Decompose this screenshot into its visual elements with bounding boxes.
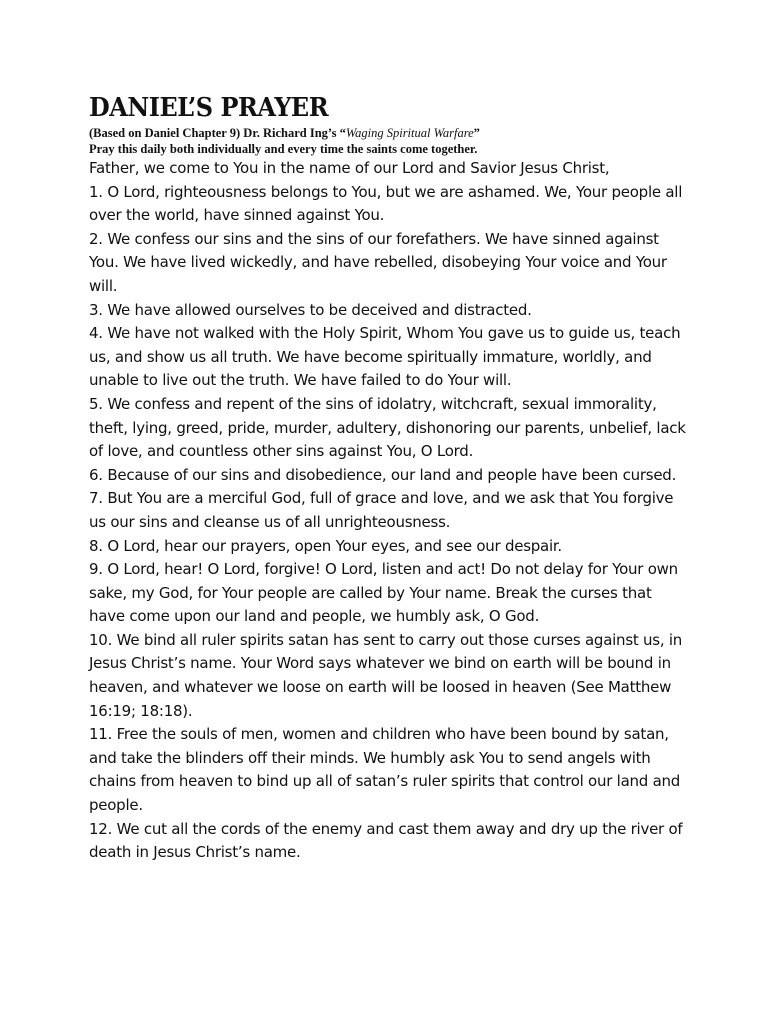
prayer-point-12: 12. We cut all the cords of the enemy and cast them away and dry up the river of death in Jesus Christ’s name. [89, 819, 683, 862]
prayer-point-2: 2. We confess our sins and the sins of our forefathers. We have sinned against You. We have lived wickedly, and have rebelled, disobeying Your voice and Your will. [89, 229, 667, 295]
prayer-point-8: 8. O Lord, hear our prayers, open Your eyes, and see our despair. [89, 536, 562, 555]
document-title: DANIEL’S PRAYER [89, 93, 329, 123]
prayer-point-6: 6. Because of our sins and disobedience, our land and people have been cursed. [89, 465, 677, 484]
prayer-point-9: 9. O Lord, hear! O Lord, forgive! O Lord, listen and act! Do not delay for Your own sake, my God, for Your people are called by Your name. Break the curses that have come upon our land and people, we humbly ask, O God. [89, 560, 678, 626]
prayer-point-4: 4. We have not walked with the Holy Spirit, Whom You gave us to guide us, teach us, and show us all truth. We have become spiritually immature, worldly, and unable to live out the truth. We have failed to do Your will. [89, 324, 681, 390]
prayer-point-7: 7. But You are a merciful God, full of grace and love, and we ask that You forgive us our sins and cleanse us of all unrighteousness. [89, 489, 674, 531]
subtitle-suffix: ” [473, 126, 480, 140]
prayer-body [89, 157, 689, 865]
prayer-point-1: 1. O Lord, righteousness belongs to You, but we are ashamed. We, Your people all over the world, have sinned against You. [89, 182, 683, 225]
subtitle-book-title: Waging Spiritual Warfare [345, 126, 474, 140]
prayer-point-5: 5. We confess and repent of the sins of idolatry, witchcraft, sexual immorality, theft, lying, greed, pride, murder, adultery, dishonoring our parents, unbelief, lack of love, and countless other sins against You, O Lord. [89, 394, 686, 461]
subtitle-prefix: (Based on Daniel Chapter 9) Dr. Richard Ing’s “ [89, 126, 346, 140]
prayer-opening: Father, we come to You in the name of our Lord and Savior Jesus Christ, [89, 159, 610, 177]
prayer-point-3: 3. We have allowed ourselves to be deceived and distracted. [89, 300, 532, 319]
prayer-point-11: 11. Free the souls of men, women and children who have been bound by satan, and take the blinders off their minds. We humbly ask You to send angels with chains from heaven to bind up all of satan’s ruler spirits that control our land and people. [89, 725, 681, 815]
document-subtitle [89, 126, 689, 140]
prayer-point-10: 10. We bind all ruler spirits satan has sent to carry out those curses against us, in Jesus Christ’s name. Your Word says whatever we bind on earth will be bound in heaven, and whatever we loose on earth will be loosed in heaven (See Matthew 16:19; 18:18). [89, 630, 683, 720]
document-page [89, 92, 689, 865]
document-instruction: Pray this daily both individually and every time the saints come together. [89, 142, 478, 156]
